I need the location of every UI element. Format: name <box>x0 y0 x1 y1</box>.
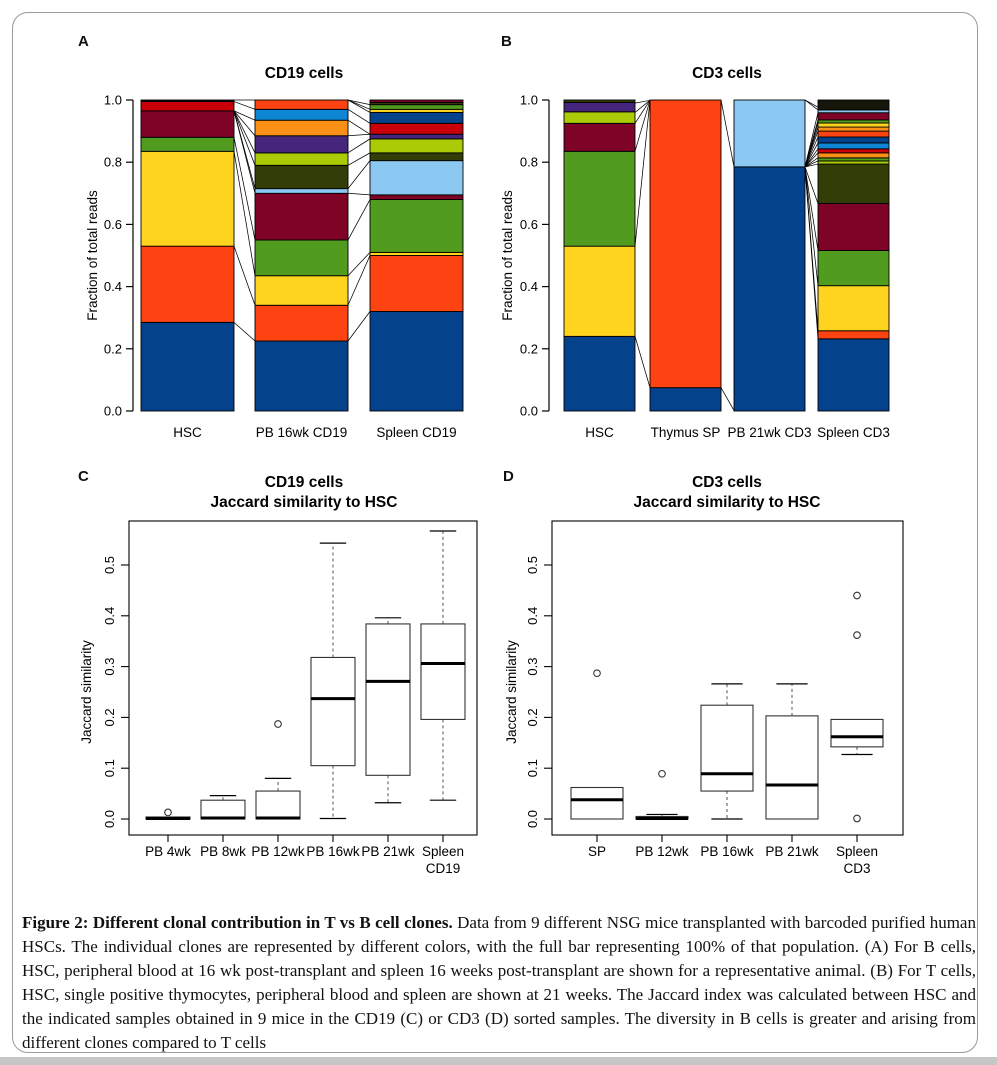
clone-segment-purple <box>564 102 635 111</box>
clone-segment-navy <box>818 339 889 411</box>
clone-segment-darkolive <box>370 153 463 161</box>
outlier-point <box>165 809 172 816</box>
clone-segment-orangered <box>818 131 889 137</box>
clone-segment-red <box>370 123 463 134</box>
x-category-label: HSC <box>585 425 614 440</box>
clone-segment-green <box>370 200 463 253</box>
clone-segment-yellow <box>370 109 463 112</box>
y-tick-label: 0.4 <box>525 606 540 625</box>
clone-segment-orangered <box>255 100 348 109</box>
clone-segment-yellow <box>141 151 234 246</box>
clone-segment-green <box>818 120 889 123</box>
clone-flow-line <box>635 100 650 246</box>
box-1 <box>636 770 688 842</box>
outlier-point <box>659 770 666 777</box>
iqr-box <box>201 800 245 819</box>
panel-c-title-line2: Jaccard similarity to HSC <box>210 494 398 511</box>
clone-segment-orangered <box>818 331 889 339</box>
stacked-bar-Spleen CD19 <box>370 100 463 411</box>
clone-segment-orange <box>255 120 348 136</box>
clone-segment-maroon <box>141 111 234 137</box>
clone-segment-maroon <box>818 204 889 251</box>
clone-segment-navy <box>818 137 889 143</box>
box-5 <box>421 531 465 842</box>
clone-flow-line <box>348 193 370 195</box>
clone-segment-navy <box>650 388 721 411</box>
clone-segment-orange <box>818 127 889 131</box>
y-tick-label: 0.6 <box>103 216 122 232</box>
caption-bold-lead: Figure 2: Different clonal contribution in T vs B cell clones. <box>22 913 453 932</box>
chart-a-y-axis <box>85 93 133 419</box>
panel-a-title: CD19 cells <box>264 65 344 82</box>
outlier-point <box>854 632 861 639</box>
x-category-label: PB 12wk <box>635 844 689 859</box>
clone-segment-navy <box>255 341 348 411</box>
y-tick-label: 0.3 <box>102 657 117 676</box>
y-axis-title: Fraction of total reads <box>85 190 100 321</box>
chart-a <box>85 93 463 441</box>
panel-c-title <box>211 473 398 513</box>
panel-b-letter: B <box>501 33 512 50</box>
clone-flow-line <box>234 151 255 275</box>
caption-body-text: Data from 9 different NSG mice transplanted with barcoded purified human HSCs. The individual clones are represented by different colors, with the full bar representing 100% of that population. (A) For B cells, HSC, peripheral blood at 16 wk post-transplant and spleen 16 weeks post-transplant are shown for a representative animal. (B) For T cells, HSC, single positive thymocytes, peripheral blood and spleen are shown at 21 weeks. The Jaccard index was calculated between HSC and the indicated samples obtained in 9 mice in the CD19 (C) or CD3 (D) sorted samples. The diversity in B cells is greater and arising from different clones compared to T cells <box>22 913 976 1052</box>
y-tick-label: 0.8 <box>103 154 122 170</box>
figure-caption <box>22 911 976 1055</box>
iqr-box <box>766 716 818 819</box>
chart-b <box>500 93 890 441</box>
y-tick-label: 0.4 <box>519 279 538 295</box>
clone-flow-line <box>348 139 370 153</box>
clone-segment-navy <box>141 322 234 411</box>
y-tick-label: 0.1 <box>525 759 540 778</box>
clone-flow-line <box>348 256 370 306</box>
clone-flow-line <box>348 100 370 105</box>
clone-segment-navy <box>370 112 463 123</box>
chart-d-y-axis <box>504 556 552 828</box>
x-category-label: Thymus SP <box>650 425 721 440</box>
x-category-label: Spleen <box>421 844 465 859</box>
y-tick-label: 0.6 <box>519 216 538 232</box>
clone-segment-lime <box>255 153 348 165</box>
iqr-box <box>256 791 300 819</box>
y-tick-label: 0.0 <box>525 809 540 829</box>
clone-segment-orangered <box>650 100 721 388</box>
panel-c-title-line1: CD19 cells <box>264 474 344 491</box>
clone-segment-green <box>370 105 463 110</box>
chart-d <box>504 521 903 876</box>
iqr-box <box>571 788 623 819</box>
box-0 <box>146 809 190 842</box>
clone-segment-skyblue <box>734 100 805 167</box>
clone-segment-brightblue <box>818 143 889 149</box>
clone-segment-yellow <box>255 276 348 306</box>
panel-d-title-line1: CD3 cells <box>692 474 762 491</box>
clone-segment-green <box>564 151 635 246</box>
box-4 <box>366 618 410 842</box>
clone-segment-darkolive <box>564 100 635 102</box>
y-tick-label: 0.4 <box>103 279 122 295</box>
clone-segment-orangered <box>255 305 348 341</box>
clone-flow-line <box>348 109 370 123</box>
stacked-bar-HSC <box>141 100 234 411</box>
clone-segment-maroon <box>370 195 463 200</box>
box-3 <box>766 684 818 842</box>
y-tick-label: 1.0 <box>519 92 538 108</box>
y-tick-label: 0.2 <box>519 341 538 357</box>
y-axis-title: Fraction of total reads <box>500 190 515 321</box>
box-2 <box>256 721 300 842</box>
y-axis-title: Jaccard similarity <box>504 640 519 744</box>
x-category-label: PB 16wk CD19 <box>255 425 348 440</box>
clone-segment-orangered <box>370 256 463 312</box>
clone-segment-red <box>141 102 234 111</box>
x-category-label: SP <box>587 844 607 859</box>
stacked-bar-Thymus SP <box>650 100 721 411</box>
clone-flow-line <box>348 161 370 189</box>
clone-flow-line <box>348 153 370 165</box>
x-category-label: PB 16wk <box>700 844 754 859</box>
clone-flow-line <box>234 102 255 110</box>
clone-flow-line <box>635 100 650 112</box>
clone-segment-maroon <box>818 113 889 120</box>
clone-flow-line <box>805 167 818 251</box>
panel-d-title <box>634 473 821 513</box>
chart-c-y-axis <box>79 556 129 828</box>
clone-segment-brightblue <box>255 109 348 120</box>
clone-segment-lime <box>564 112 635 124</box>
box-2 <box>701 684 753 842</box>
y-tick-label: 0.0 <box>102 809 117 829</box>
clone-flow-line <box>234 111 255 189</box>
y-tick-label: 0.4 <box>102 606 117 625</box>
box-4 <box>831 592 883 842</box>
clone-flow-line <box>635 336 650 387</box>
panel-d-title-line2: Jaccard similarity to HSC <box>633 494 821 511</box>
panel-b-title: CD3 cells <box>692 65 762 82</box>
clone-segment-green <box>818 251 889 286</box>
clone-flow-line <box>234 322 255 341</box>
box-3 <box>311 543 355 842</box>
box-0 <box>571 670 623 842</box>
y-tick-label: 0.5 <box>102 555 117 575</box>
iqr-box <box>831 719 883 746</box>
x-category-label: PB 8wk <box>200 844 246 859</box>
panel-d-letter: D <box>503 468 514 485</box>
y-tick-label: 1.0 <box>103 92 122 108</box>
clone-flow-line <box>348 200 370 240</box>
clone-flow-line <box>348 100 370 109</box>
clone-flow-line <box>805 100 818 107</box>
iqr-box <box>366 624 410 775</box>
stacked-bar-PB 16wk CD19 <box>255 100 348 411</box>
outlier-point <box>275 721 282 728</box>
stacked-bar-PB 21wk CD3 <box>734 100 805 411</box>
iqr-box <box>311 657 355 765</box>
clone-segment-yellow <box>564 246 635 336</box>
x-category-label: PB 21wk CD3 <box>727 425 812 440</box>
x-category-label: Spleen CD3 <box>817 425 890 440</box>
x-category-label: CD3 <box>843 861 871 876</box>
clone-segment-orange <box>818 153 889 158</box>
clone-flow-line <box>348 252 370 275</box>
clone-flow-line <box>348 100 370 112</box>
panel-c-letter: C <box>78 468 89 485</box>
clone-segment-lime <box>818 161 889 164</box>
y-axis-title: Jaccard similarity <box>79 640 94 744</box>
clone-segment-yellow <box>818 286 889 331</box>
clone-flow-line <box>348 311 370 341</box>
clone-segment-maroon <box>255 193 348 240</box>
y-tick-label: 0.3 <box>525 657 540 676</box>
x-category-label: PB 21wk <box>765 844 819 859</box>
clone-segment-darkolive <box>818 164 889 203</box>
y-tick-label: 0.2 <box>102 708 117 727</box>
clone-segment-lime <box>370 139 463 153</box>
y-tick-label: 0.0 <box>103 403 122 419</box>
clone-segment-skyblue <box>255 189 348 194</box>
clone-flow-line <box>805 167 818 331</box>
x-category-label: CD19 <box>425 861 461 876</box>
clone-segment-yellow <box>370 252 463 255</box>
y-tick-label: 0.2 <box>103 341 122 357</box>
clone-segment-black <box>818 100 889 110</box>
x-category-label: PB 16wk <box>306 844 360 859</box>
x-category-label: PB 21wk <box>361 844 415 859</box>
stacked-bar-Spleen CD3 <box>818 100 889 411</box>
clone-segment-green <box>818 158 889 161</box>
y-tick-label: 0.8 <box>519 154 538 170</box>
clone-segment-red <box>818 149 889 153</box>
clone-segment-black <box>141 100 234 102</box>
outlier-point <box>854 592 861 599</box>
clone-segment-green <box>141 137 234 151</box>
iqr-box <box>421 624 465 720</box>
clone-flow-line <box>348 120 370 134</box>
outlier-point <box>594 670 601 677</box>
x-category-label: Spleen CD19 <box>376 425 457 440</box>
iqr-box <box>701 705 753 791</box>
stacked-bar-HSC <box>564 100 635 411</box>
clone-segment-purple <box>255 136 348 153</box>
y-tick-label: 0.5 <box>525 555 540 575</box>
y-tick-label: 0.0 <box>519 403 538 419</box>
x-category-label: PB 12wk <box>251 844 305 859</box>
clone-segment-maroon <box>564 123 635 151</box>
clone-flow-line <box>348 134 370 136</box>
clone-segment-green <box>255 240 348 276</box>
clone-segment-skyblue <box>370 161 463 195</box>
clone-segment-navy <box>564 336 635 411</box>
clone-segment-yellow <box>818 123 889 127</box>
panel-a-letter: A <box>78 33 89 50</box>
clone-flow-line <box>721 388 734 411</box>
clone-segment-maroon <box>370 100 463 102</box>
y-tick-label: 0.1 <box>102 759 117 778</box>
clone-segment-navy <box>734 167 805 411</box>
outlier-point <box>854 815 861 822</box>
clone-segment-darkolive <box>255 165 348 188</box>
chart-c <box>79 521 477 876</box>
x-category-label: PB 4wk <box>145 844 191 859</box>
clone-flow-line <box>721 100 734 167</box>
clone-segment-purple <box>370 134 463 139</box>
x-category-label: HSC <box>173 425 202 440</box>
x-category-label: Spleen <box>835 844 879 859</box>
clone-segment-orangered <box>141 246 234 322</box>
chart-b-y-axis <box>500 93 549 419</box>
y-tick-label: 0.2 <box>525 708 540 727</box>
clone-segment-navy <box>370 311 463 411</box>
